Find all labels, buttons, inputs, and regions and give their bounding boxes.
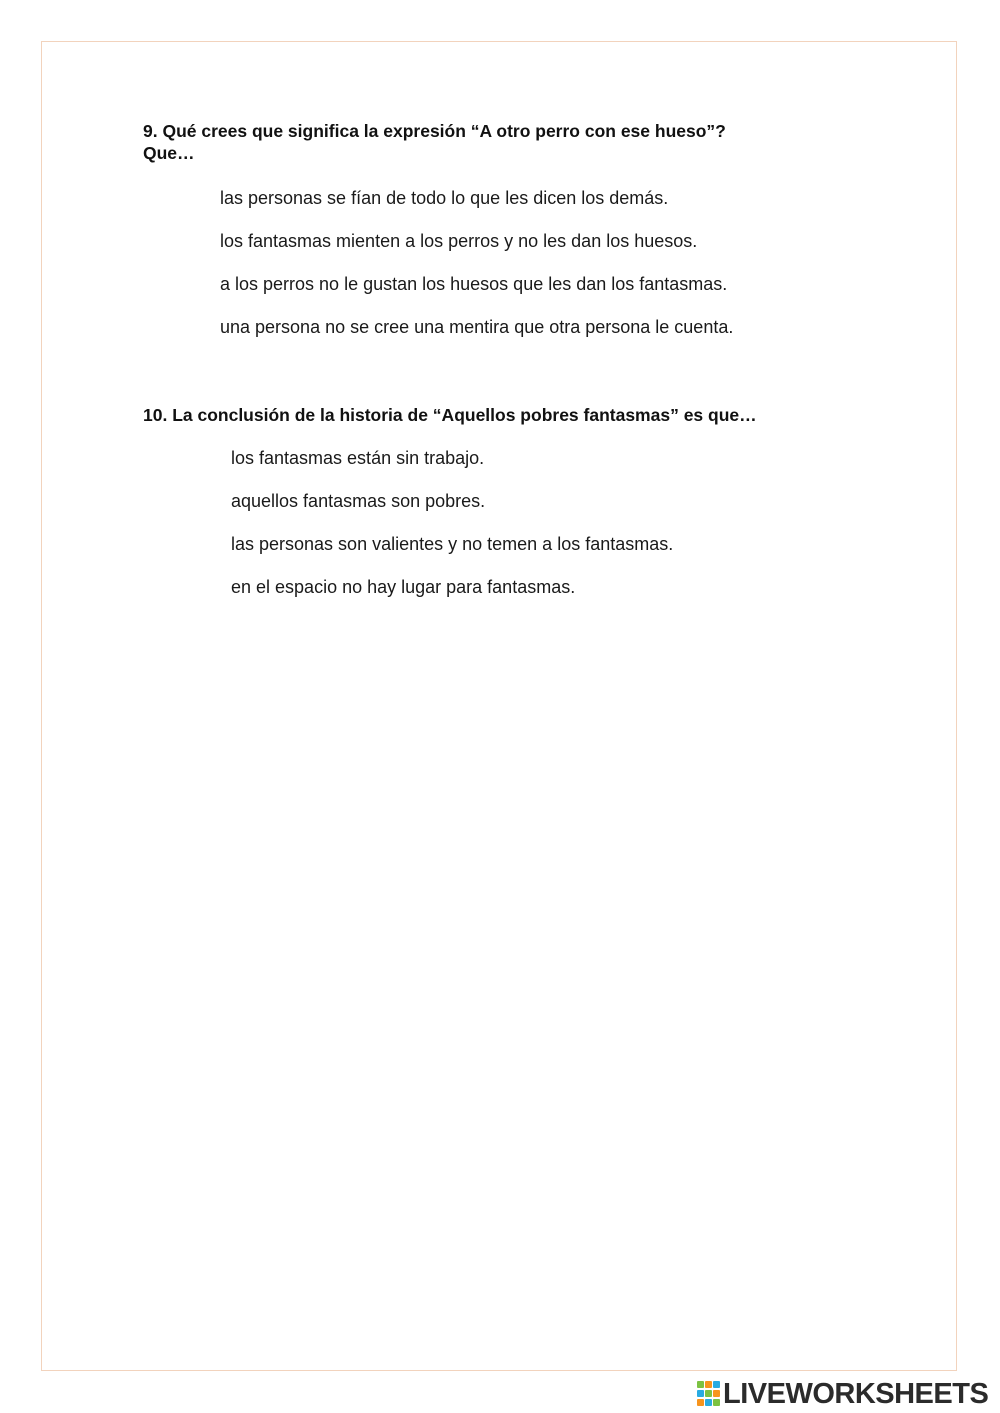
question-10-option-2[interactable]: aquellos fantasmas son pobres. xyxy=(231,491,486,511)
liveworksheets-logo-icon xyxy=(697,1381,721,1407)
question-9-title xyxy=(143,120,863,164)
question-9-option-2[interactable]: los fantasmas mienten a los perros y no les dan los huesos. xyxy=(220,231,698,251)
question-10-option-4[interactable]: en el espacio no hay lugar para fantasmas. xyxy=(231,577,576,597)
question-10-option-1[interactable]: los fantasmas están sin trabajo. xyxy=(231,448,485,468)
question-10-title: 10. La conclusión de la historia de “Aquellos pobres fantasmas” es que… xyxy=(143,405,757,425)
question-9-title-line1: 9. Qué crees que significa la expresión “A otro perro con ese hueso”? xyxy=(143,121,726,141)
question-9-option-4[interactable]: una persona no se cree una mentira que otra persona le cuenta. xyxy=(220,317,734,337)
liveworksheets-brand xyxy=(697,1378,988,1410)
question-10-option-3[interactable]: las personas son valientes y no temen a los fantasmas. xyxy=(231,534,674,554)
question-9-option-3[interactable]: a los perros no le gustan los huesos que les dan los fantasmas. xyxy=(220,274,728,294)
question-9-title-line2: Que… xyxy=(143,143,195,163)
question-9-option-1[interactable]: las personas se fían de todo lo que les dicen los demás. xyxy=(220,188,669,208)
liveworksheets-brand-text: LIVEWORKSHEETS xyxy=(723,1378,989,1410)
